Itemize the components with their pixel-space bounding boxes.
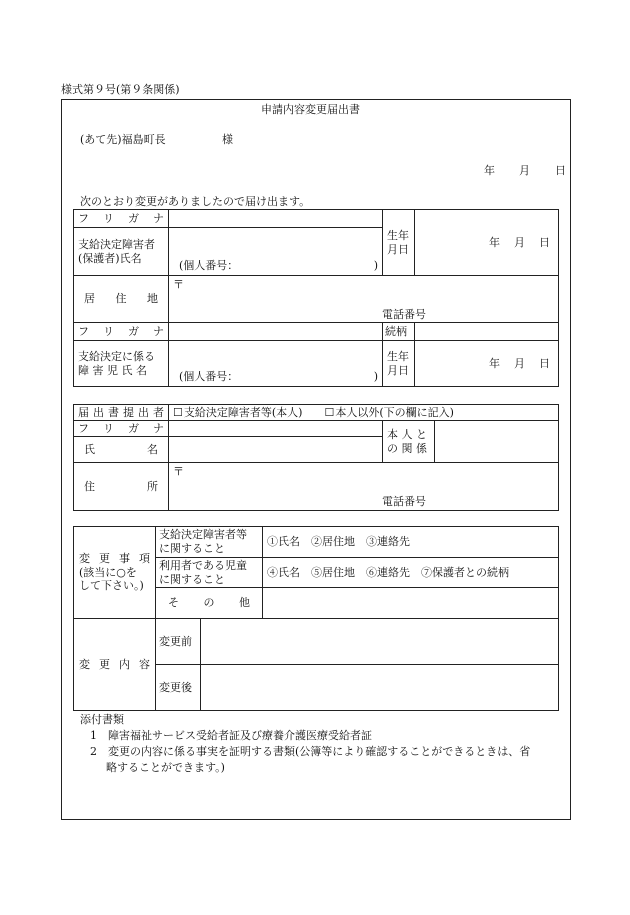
submitter-name-field[interactable] [169, 437, 383, 463]
residence-field[interactable] [169, 276, 559, 323]
child-birthdate-field[interactable]: 年 月 日 [415, 341, 559, 387]
attachments-heading: 添付書類 [80, 713, 124, 726]
date-year-label: 年 [484, 164, 495, 177]
relation-label: 続柄 [383, 323, 415, 341]
change-content-label: 変 更 内 容 [74, 619, 156, 711]
submitter-label: 届出書提出者 [74, 405, 169, 421]
date-day-label: 日 [555, 164, 566, 177]
submitter-options [169, 405, 559, 421]
category-applicant-options[interactable]: ①氏名 ②居住地 ③連絡先 [263, 527, 559, 558]
furigana-label: フ リ ガ ナ [74, 210, 169, 228]
child-name-label: 支給決定に係る 障 害 児 氏 名 [74, 341, 169, 387]
birthdate-label: 生年 月日 [383, 210, 415, 276]
form-title: 申請内容変更届出書 [261, 103, 360, 116]
submitter-phone-label: 電話番号 [382, 495, 426, 508]
child-birthdate-label: 生年 月日 [383, 341, 415, 387]
attachment-item-1: 1 障害福祉サービス受給者証及び療養介護医療受給者証 [90, 729, 372, 742]
child-furigana-field[interactable] [169, 323, 383, 341]
form-number: 様式第９号(第９条関係) [61, 83, 180, 96]
relation-field[interactable] [415, 323, 559, 341]
submitter-address-label: 住 所 [74, 463, 169, 511]
after-field[interactable] [201, 665, 559, 711]
child-name-field[interactable]: (個人番号： ) [169, 341, 383, 387]
change-table [73, 526, 559, 711]
intro-text: 次のとおり変更がありましたので届け出ます。 [80, 195, 311, 208]
option-self-checkbox[interactable]: ☐ 支給決定障害者等(本人) [173, 406, 302, 419]
change-items-label: 変 更 事 項 (該当に○を して下さい。) [74, 527, 156, 619]
furigana-field[interactable] [169, 210, 383, 228]
submitter-relation-field[interactable] [435, 421, 559, 463]
addressee-honorific: 様 [222, 133, 233, 146]
postal-mark: 〒 [173, 278, 184, 291]
applicant-name-label: 支給決定障害者 (保護者)氏名 [74, 228, 169, 276]
submitter-furigana-label: フ リ ガ ナ [74, 421, 169, 437]
phone-label: 電話番号 [382, 308, 426, 321]
before-label: 変更前 [156, 619, 201, 665]
category-child-options[interactable]: ④氏名 ⑤居住地 ⑥連絡先 ⑦保護者との続柄 [263, 558, 559, 588]
applicant-name-field[interactable]: (個人番号： ) [169, 228, 383, 276]
submitter-postal-mark: 〒 [173, 465, 184, 478]
submitter-table [73, 404, 559, 511]
category-child: 利用者である児童 に関すること [156, 558, 263, 588]
category-other-field[interactable] [263, 588, 559, 619]
attachment-item-2-cont: 略することができます。) [106, 761, 225, 774]
residence-label: 居 住 地 [74, 276, 169, 323]
before-field[interactable] [201, 619, 559, 665]
applicant-table [73, 209, 559, 387]
date-month-label: 月 [519, 164, 530, 177]
submitter-name-label: 氏 名 [74, 437, 169, 463]
category-other: そ の 他 [156, 588, 263, 619]
addressee: (あて先)福島町長 [80, 133, 166, 146]
attachment-item-2: 2 変更の内容に係る事実を証明する書類(公簿等により確認することができるときは、省 [90, 745, 531, 758]
option-other-checkbox[interactable]: ☐ 本人以外(下の欄に記入) [324, 406, 453, 419]
after-label: 変更後 [156, 665, 201, 711]
category-applicant: 支給決定障害者等 に関すること [156, 527, 263, 558]
child-furigana-label: フ リ ガ ナ [74, 323, 169, 341]
submitter-furigana-field[interactable] [169, 421, 383, 437]
submitter-address-field[interactable] [169, 463, 559, 511]
submitter-relation-label: 本 人 と の 関 係 [383, 421, 435, 463]
birthdate-field[interactable]: 年 月 日 [415, 210, 559, 276]
